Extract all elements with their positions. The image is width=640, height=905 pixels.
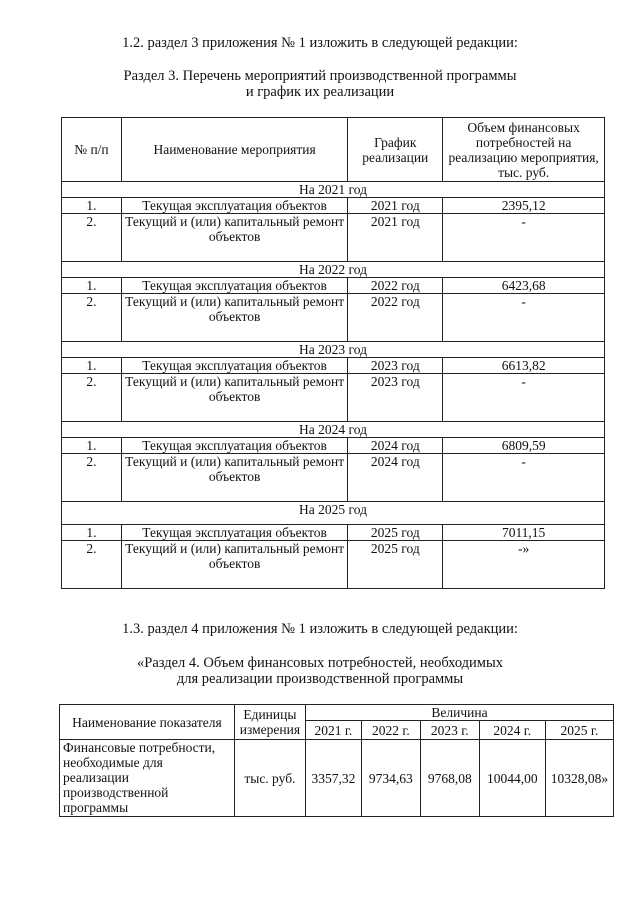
header-value: Величина bbox=[305, 705, 613, 721]
row-num: 2. bbox=[62, 454, 122, 502]
row-activity: Текущая эксплуатация объектов bbox=[121, 438, 348, 454]
row-amount: 6423,68 bbox=[443, 278, 605, 294]
row-schedule: 2025 год bbox=[348, 541, 443, 589]
section-4-title-line-2: для реализации производственной программы bbox=[176, 671, 464, 687]
row-value: 9734,63 bbox=[361, 740, 420, 817]
row-amount: - bbox=[443, 454, 605, 502]
row-value: 10044,00 bbox=[479, 740, 545, 817]
header-schedule: График реализации bbox=[348, 118, 443, 182]
row-schedule: 2021 год bbox=[348, 214, 443, 262]
row-num: 2. bbox=[62, 294, 122, 342]
row-num: 1. bbox=[62, 438, 122, 454]
table-row bbox=[62, 454, 605, 502]
row-activity: Текущая эксплуатация объектов bbox=[121, 525, 348, 541]
row-amount: - bbox=[443, 294, 605, 342]
row-num: 1. bbox=[62, 198, 122, 214]
table-row bbox=[62, 214, 605, 262]
table-row bbox=[62, 358, 605, 374]
section-3-title-line-1: Раздел 3. Перечень мероприятий производственной программы bbox=[123, 68, 517, 84]
table-row bbox=[62, 374, 605, 422]
row-schedule: 2025 год bbox=[348, 525, 443, 541]
row-activity: Текущий и (или) капитальный ремонт объектов bbox=[121, 454, 348, 502]
year-row: На 2025 год bbox=[62, 502, 605, 525]
section-4-title-line-1: «Раздел 4. Объем финансовых потребностей, необходимых bbox=[137, 655, 503, 671]
activities-table bbox=[61, 117, 605, 589]
header-num: № п/п bbox=[62, 118, 122, 182]
section-3-title-line-2: и график их реализации bbox=[245, 84, 395, 100]
header-year: 2021 г. bbox=[305, 721, 361, 740]
header-indicator: Наименование показателя bbox=[60, 705, 235, 740]
header-year: 2025 г. bbox=[545, 721, 613, 740]
row-num: 1. bbox=[62, 278, 122, 294]
year-row: На 2023 год bbox=[62, 342, 605, 358]
table-row bbox=[62, 198, 605, 214]
table-row bbox=[62, 438, 605, 454]
table-row bbox=[62, 525, 605, 541]
row-activity: Текущая эксплуатация объектов bbox=[121, 358, 348, 374]
row-activity: Текущий и (или) капитальный ремонт объектов bbox=[121, 214, 348, 262]
row-num: 2. bbox=[62, 214, 122, 262]
section-1-2-text: 1.2. раздел 3 приложения № 1 изложить в следующей редакции: bbox=[122, 35, 518, 51]
row-amount: 7011,15 bbox=[443, 525, 605, 541]
row-amount: - bbox=[443, 374, 605, 422]
row-activity: Текущая эксплуатация объектов bbox=[121, 198, 348, 214]
row-schedule: 2024 год bbox=[348, 454, 443, 502]
row-schedule: 2023 год bbox=[348, 374, 443, 422]
row-amount: 2395,12 bbox=[443, 198, 605, 214]
header-year: 2023 г. bbox=[420, 721, 479, 740]
row-activity: Текущий и (или) капитальный ремонт объектов bbox=[121, 374, 348, 422]
row-activity: Текущий и (или) капитальный ремонт объектов bbox=[121, 541, 348, 589]
header-activity-name: Наименование мероприятия bbox=[121, 118, 348, 182]
row-num: 1. bbox=[62, 525, 122, 541]
row-unit: тыс. руб. bbox=[234, 740, 305, 817]
row-num: 1. bbox=[62, 358, 122, 374]
header-funding: Объем финансовых потребностей на реализацию мероприятия, тыс. руб. bbox=[443, 118, 605, 182]
row-schedule: 2021 год bbox=[348, 198, 443, 214]
header-year: 2022 г. bbox=[361, 721, 420, 740]
table-row bbox=[60, 740, 614, 817]
year-row: На 2021 год bbox=[62, 182, 605, 198]
section-1-3-text: 1.3. раздел 4 приложения № 1 изложить в следующей редакции: bbox=[122, 621, 518, 637]
row-amount: -» bbox=[443, 541, 605, 589]
row-schedule: 2022 год bbox=[348, 294, 443, 342]
row-amount: - bbox=[443, 214, 605, 262]
year-row: На 2022 год bbox=[62, 262, 605, 278]
row-value: 10328,08» bbox=[545, 740, 613, 817]
row-value: 9768,08 bbox=[420, 740, 479, 817]
row-amount: 6613,82 bbox=[443, 358, 605, 374]
row-num: 2. bbox=[62, 541, 122, 589]
table-row bbox=[62, 541, 605, 589]
financial-needs-table bbox=[59, 704, 614, 817]
table-row bbox=[62, 294, 605, 342]
row-num: 2. bbox=[62, 374, 122, 422]
table-row bbox=[62, 278, 605, 294]
year-row: На 2024 год bbox=[62, 422, 605, 438]
row-activity: Текущий и (или) капитальный ремонт объектов bbox=[121, 294, 348, 342]
header-unit: Единицы измерения bbox=[234, 705, 305, 740]
row-indicator: Финансовые потребности, необходимые для реализации производственной программы bbox=[60, 740, 235, 817]
row-activity: Текущая эксплуатация объектов bbox=[121, 278, 348, 294]
row-value: 3357,32 bbox=[305, 740, 361, 817]
header-year: 2024 г. bbox=[479, 721, 545, 740]
row-schedule: 2024 год bbox=[348, 438, 443, 454]
row-amount: 6809,59 bbox=[443, 438, 605, 454]
row-schedule: 2022 год bbox=[348, 278, 443, 294]
row-schedule: 2023 год bbox=[348, 358, 443, 374]
